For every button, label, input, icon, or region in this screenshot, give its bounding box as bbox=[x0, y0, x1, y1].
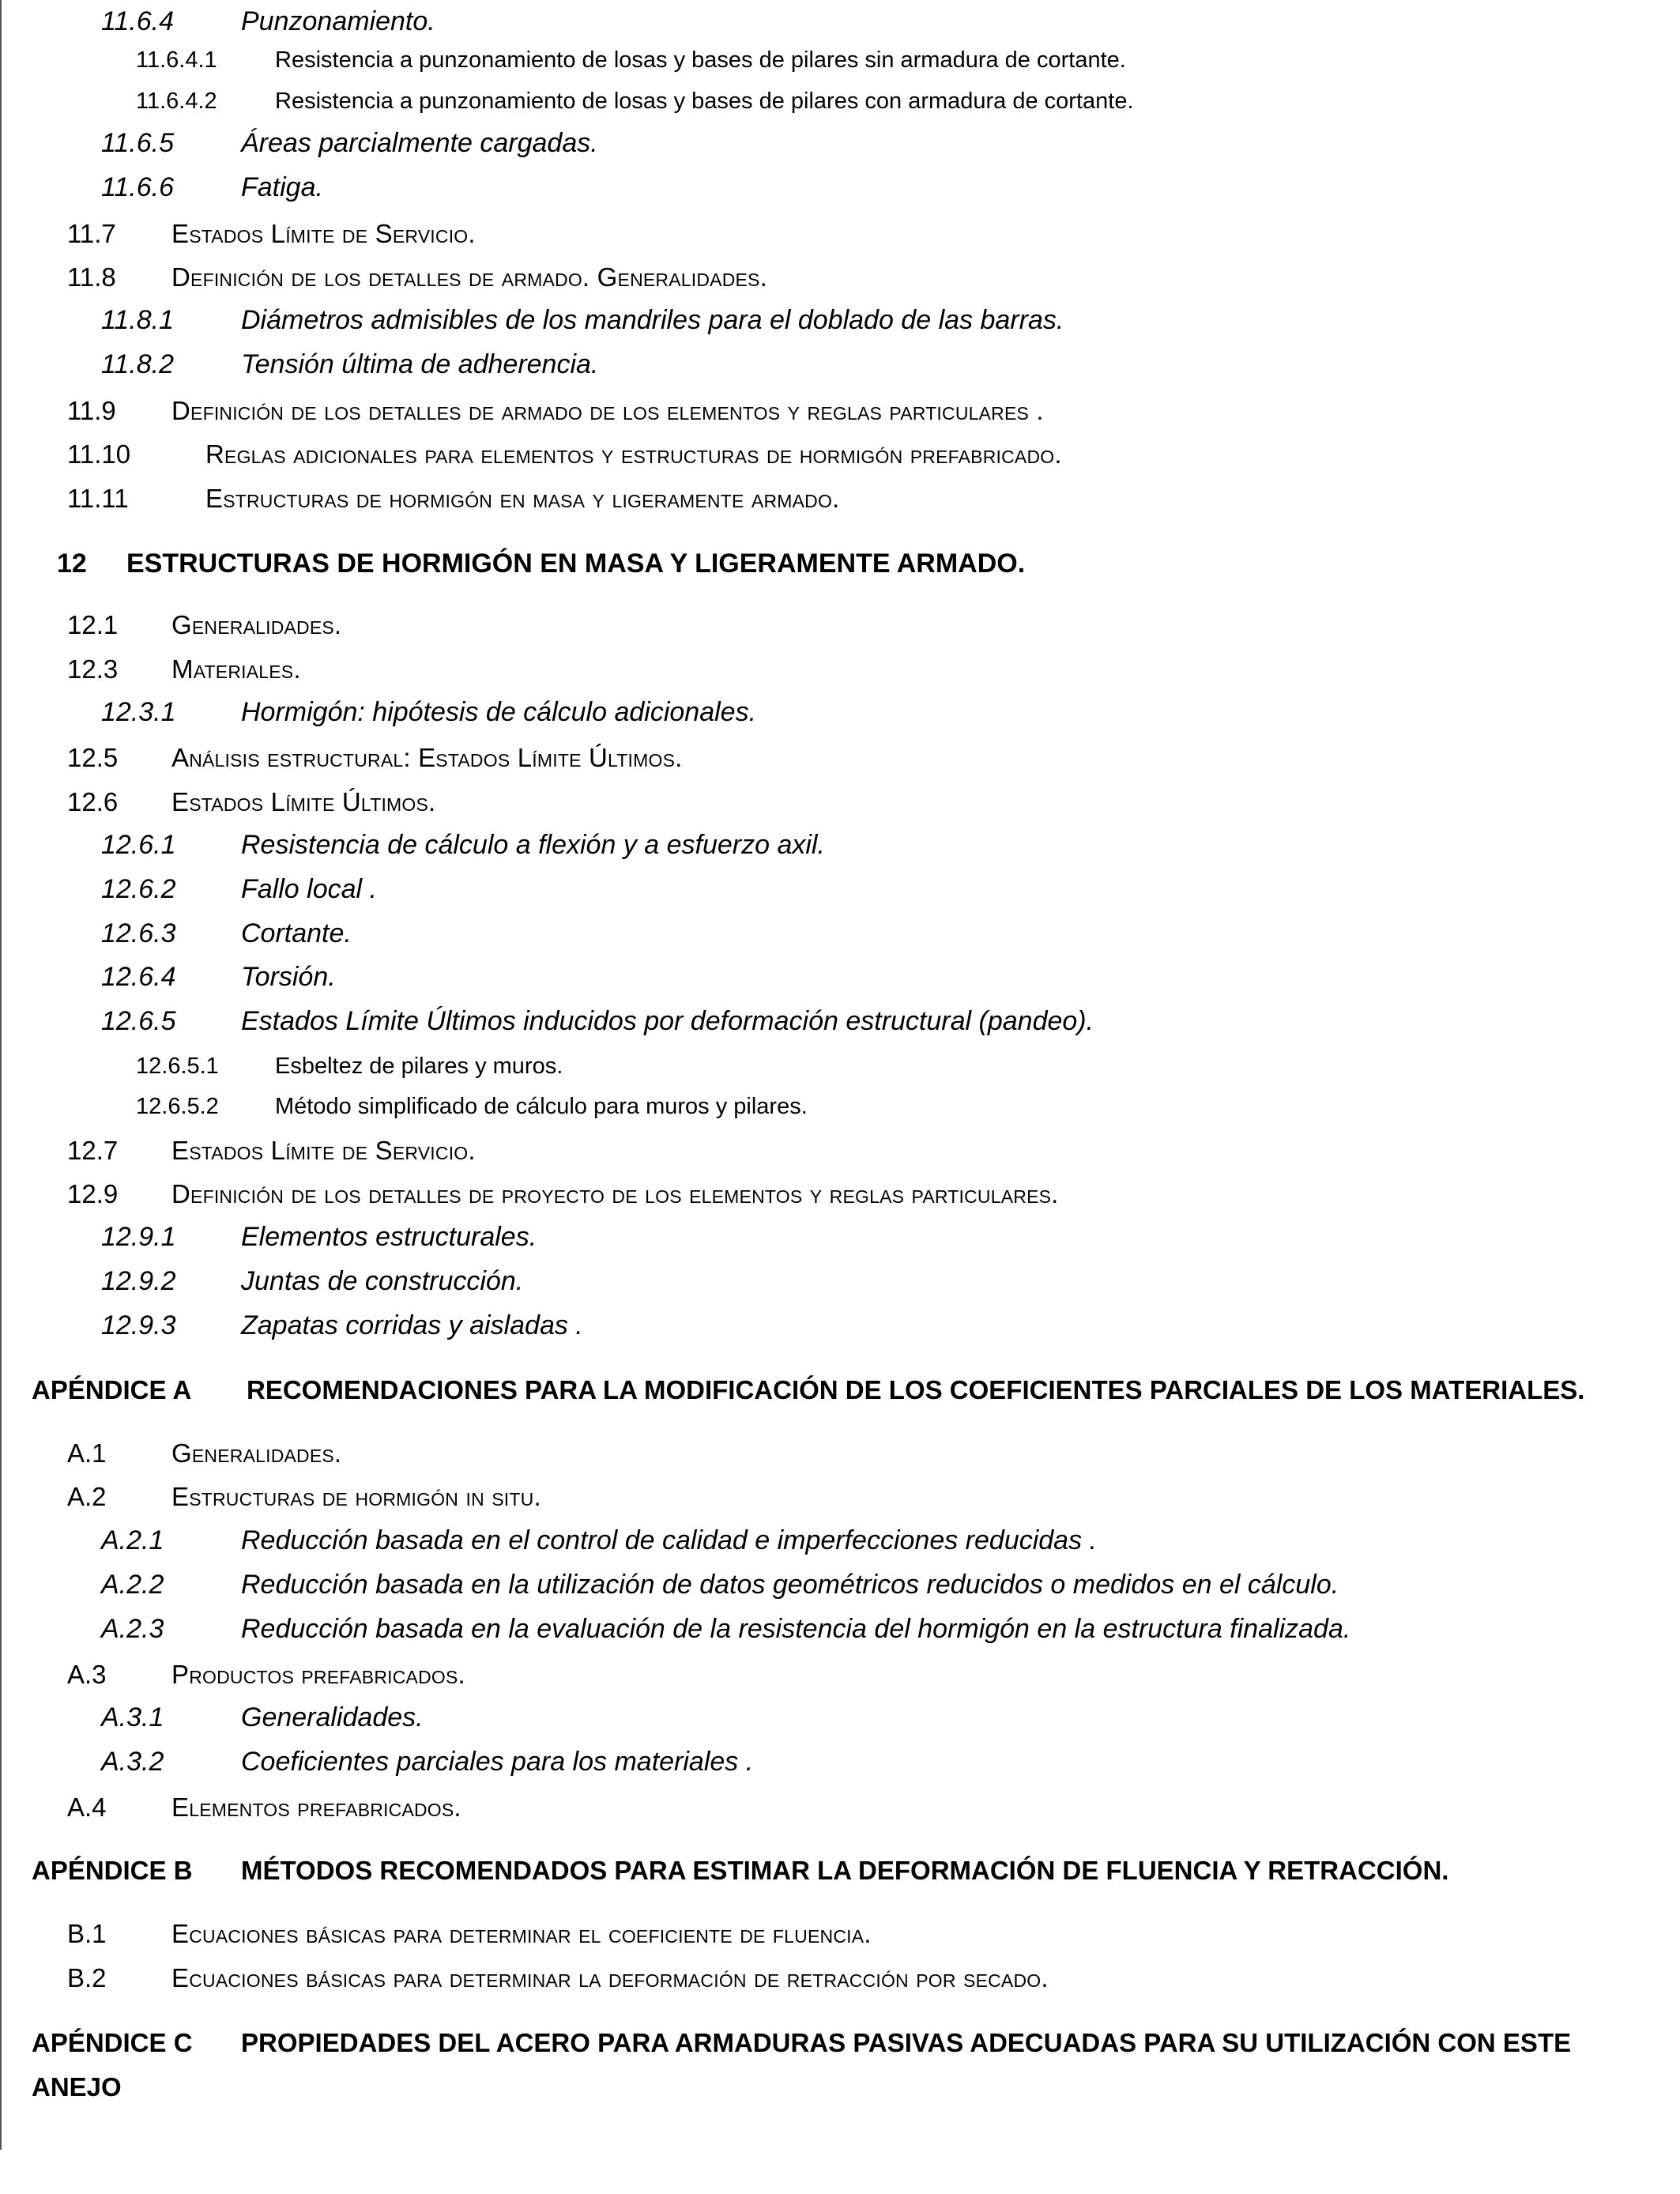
toc-entry-number: 11.11 bbox=[67, 484, 129, 513]
toc-entry-title: Elementos estructurales. bbox=[241, 1222, 537, 1252]
toc-entry-number: 11.6.6 bbox=[101, 172, 175, 202]
toc-entry-title: Estados Límite de Servicio. bbox=[171, 219, 476, 248]
toc-entry-number: 12.6.4 bbox=[101, 962, 176, 992]
toc-entry-title: Ecuaciones básicas para determinar la deformación de retracción por secado. bbox=[171, 1963, 1049, 1992]
toc-entry-number: 12.6 bbox=[67, 787, 119, 816]
toc-heading-title: ESTRUCTURAS DE HORMIGÓN EN MASA Y LIGERAMENTE ARMADO. bbox=[126, 548, 1026, 579]
toc-heading-number: 12 bbox=[57, 548, 87, 579]
toc-entry-number: 11.9 bbox=[67, 396, 116, 425]
toc-entry-title: Estructuras de hormigón en masa y ligeramente armado. bbox=[205, 484, 840, 513]
toc-entry-number: 12.6.5.2 bbox=[136, 1094, 219, 1119]
toc-entry-number: 12.6.3 bbox=[101, 918, 176, 948]
toc-entry-title: Resistencia de cálculo a flexión y a esfuerzo axil. bbox=[241, 830, 825, 860]
toc-heading-title: PROPIEDADES DEL ACERO PARA ARMADURAS PASIVAS ADECUADAS PARA SU UTILIZACIÓN CON ESTE bbox=[241, 2028, 1572, 2057]
toc-entry-number: 12.6.5.1 bbox=[136, 1054, 219, 1079]
toc-heading-number: APÉNDICE B bbox=[32, 1856, 193, 1885]
toc-entry-title: Elementos prefabricados. bbox=[171, 1793, 461, 1822]
toc-entry-number: B.2 bbox=[67, 1963, 107, 1992]
toc-entry-number: 11.6.4 bbox=[101, 6, 175, 36]
toc-entry-title: Esbeltez de pilares y muros. bbox=[275, 1054, 563, 1079]
toc-entry-number: 11.7 bbox=[67, 219, 116, 248]
toc-heading-number: APÉNDICE C bbox=[32, 2028, 193, 2057]
toc-entry-number: 12.9.1 bbox=[101, 1222, 176, 1252]
toc-entry-title: Generalidades. bbox=[171, 610, 342, 639]
toc-entry-number: 11.8 bbox=[67, 262, 116, 292]
toc-entry-title: Productos prefabricados. bbox=[171, 1660, 465, 1689]
toc-entry-title: Estados Límite de Servicio. bbox=[171, 1136, 476, 1165]
toc-entry-title: Generalidades. bbox=[241, 1702, 424, 1732]
toc-entry-number: A.3.1 bbox=[101, 1702, 164, 1732]
toc-entry-number: A.1 bbox=[67, 1438, 107, 1468]
toc-entry-title: Fatiga. bbox=[241, 172, 323, 202]
toc-entry-title: Juntas de construcción. bbox=[241, 1266, 524, 1296]
toc-entry-title: Materiales. bbox=[171, 654, 301, 684]
toc-entry-number: 12.6.5 bbox=[101, 1006, 176, 1036]
toc-entry-number: 11.6.4.2 bbox=[136, 89, 217, 114]
toc-entry-title: Punzonamiento. bbox=[241, 6, 435, 36]
toc-heading-continuation: ANEJO bbox=[32, 2072, 122, 2102]
toc-heading-number: APÉNDICE A bbox=[32, 1375, 192, 1404]
toc-entry-title: Definición de los detalles de armado de los elementos y reglas particulares . bbox=[171, 396, 1044, 425]
toc-entry-number: A.2.2 bbox=[101, 1570, 164, 1600]
toc-entry-title: Zapatas corridas y aisladas . bbox=[241, 1310, 583, 1340]
toc-entry-title: Análisis estructural: Estados Límite Últimos. bbox=[171, 743, 683, 772]
toc-entry-title: Ecuaciones básicas para determinar el coeficiente de fluencia. bbox=[171, 1919, 872, 1948]
toc-entry-title: Definición de los detalles de proyecto de los elementos y reglas particulares. bbox=[171, 1179, 1059, 1208]
toc-entry-title: Estructuras de hormigón in situ. bbox=[171, 1482, 541, 1511]
toc-entry-title: Torsión. bbox=[241, 962, 336, 992]
toc-entry-number: 11.6.5 bbox=[101, 128, 175, 158]
toc-entry-title: Resistencia a punzonamiento de losas y bases de pilares sin armadura de cortante. bbox=[275, 47, 1126, 73]
toc-entry-title: Método simplificado de cálculo para muros y pilares. bbox=[275, 1094, 808, 1119]
toc-heading-title: MÉTODOS RECOMENDADOS PARA ESTIMAR LA DEFORMACIÓN DE FLUENCIA Y RETRACCIÓN. bbox=[241, 1856, 1449, 1885]
toc-entry-number: 12.3 bbox=[67, 654, 119, 684]
page-left-border bbox=[0, 0, 2, 2150]
toc-entry-title: Áreas parcialmente cargadas. bbox=[241, 128, 598, 158]
toc-entry-title: Reducción basada en la evaluación de la resistencia del hormigón en la estructura finalizada. bbox=[241, 1614, 1351, 1644]
toc-entry-number: 11.6.4.1 bbox=[136, 47, 217, 73]
toc-entry-title: Fallo local . bbox=[241, 874, 377, 904]
toc-entry-title: Reglas adicionales para elementos y estructuras de hormigón prefabricado. bbox=[205, 439, 1062, 469]
toc-entry-number: 12.5 bbox=[67, 743, 119, 772]
toc-entry-number: 12.6.2 bbox=[101, 874, 176, 904]
toc-entry-title: Cortante. bbox=[241, 918, 352, 948]
toc-entry-number: A.2.1 bbox=[101, 1525, 164, 1555]
toc-entry-number: A.3.2 bbox=[101, 1747, 164, 1777]
toc-entry-number: 12.9.3 bbox=[101, 1310, 176, 1340]
toc-entry-number: A.3 bbox=[67, 1660, 107, 1689]
toc-entry-number: 12.3.1 bbox=[101, 697, 176, 727]
toc-entry-title: Definición de los detalles de armado. Generalidades. bbox=[171, 262, 767, 292]
toc-entry-number: A.4 bbox=[67, 1793, 107, 1822]
toc-entry-number: 12.9.2 bbox=[101, 1266, 176, 1296]
toc-entry-title: Generalidades. bbox=[171, 1438, 342, 1468]
toc-entry-title: Coeficientes parciales para los materiales . bbox=[241, 1747, 754, 1777]
toc-entry-title: Reducción basada en la utilización de datos geométricos reducidos o medidos en el cálculo. bbox=[241, 1570, 1339, 1600]
toc-entry-title: Diámetros admisibles de los mandriles para el doblado de las barras. bbox=[241, 305, 1064, 335]
toc-entry-title: Tensión última de adherencia. bbox=[241, 349, 599, 379]
toc-entry-title: Reducción basada en el control de calidad e imperfecciones reducidas . bbox=[241, 1525, 1097, 1555]
toc-entry-number: A.2.3 bbox=[101, 1614, 164, 1644]
toc-entry-number: 11.10 bbox=[67, 439, 131, 469]
toc-entry-number: 12.1 bbox=[67, 610, 119, 639]
toc-entry-number: 11.8.1 bbox=[101, 305, 175, 335]
toc-entry-title: Estados Límite Últimos. bbox=[171, 787, 436, 816]
toc-entry-title: Hormigón: hipótesis de cálculo adicionales. bbox=[241, 697, 757, 727]
toc-entry-title: Resistencia a punzonamiento de losas y bases de pilares con armadura de cortante. bbox=[275, 89, 1134, 114]
toc-entry-number: 11.8.2 bbox=[101, 349, 175, 379]
toc-entry-number: 12.9 bbox=[67, 1179, 119, 1208]
toc-entry-title: Estados Límite Últimos inducidos por deformación estructural (pandeo). bbox=[241, 1006, 1094, 1036]
toc-heading-title: RECOMENDACIONES PARA LA MODIFICACIÓN DE LOS COEFICIENTES PARCIALES DE LOS MATERIALES. bbox=[247, 1375, 1585, 1404]
toc-entry-number: 12.7 bbox=[67, 1136, 119, 1165]
toc-entry-number: A.2 bbox=[67, 1482, 107, 1511]
toc-entry-number: 12.6.1 bbox=[101, 830, 176, 860]
toc-entry-number: B.1 bbox=[67, 1919, 107, 1948]
